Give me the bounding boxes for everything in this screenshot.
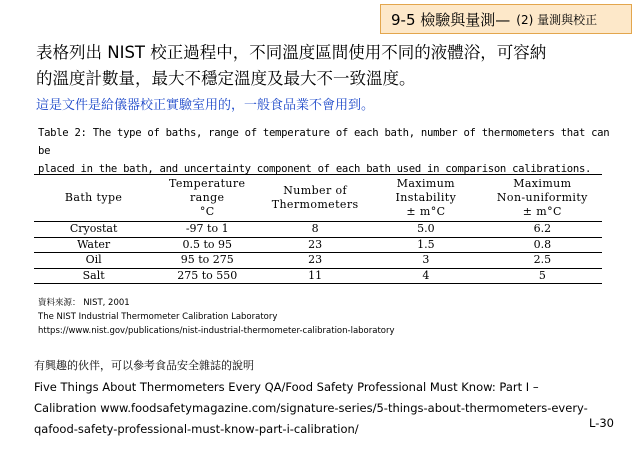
blue-note: 這是文件是給儀器校正實驗室用的，一般食品業不會用到。 — [36, 98, 375, 113]
table-caption — [38, 124, 618, 178]
intro-line: 的溫度計數量，最大不穩定溫度及最大不一致溫度。 — [36, 69, 416, 88]
cell-max-instability: 3 — [369, 253, 483, 269]
cell-max-non-uniformity: 0.8 — [483, 237, 602, 253]
cell-max-non-uniformity: 5 — [483, 268, 602, 284]
source-line: 資料來源： NIST, 2001 — [38, 298, 130, 308]
cell-temperature-range: 95 to 275 — [153, 253, 261, 269]
cell-max-non-uniformity: 2.5 — [483, 253, 602, 269]
section-header — [380, 4, 632, 34]
cell-bath-type: Cryostat — [34, 222, 153, 238]
cell-thermometer-count: 23 — [261, 237, 369, 253]
cell-max-non-uniformity: 6.2 — [483, 222, 602, 238]
table-header-row — [34, 175, 602, 222]
intro-paragraph — [36, 40, 626, 92]
cell-thermometer-count: 8 — [261, 222, 369, 238]
cell-thermometer-count: 23 — [261, 253, 369, 269]
table-row — [34, 253, 602, 269]
source-line: The NIST Industrial Thermometer Calibration Laboratory — [38, 312, 278, 322]
reference-line: Five Things About Thermometers Every QA/Food Safety Professional Must Know: Part I – — [34, 380, 539, 394]
cell-thermometer-count: 11 — [261, 268, 369, 284]
header-max-instability: Maximum Instability ± m°C — [369, 175, 483, 222]
intro-line: 表格列出 NIST 校正過程中，不同溫度區間使用不同的液體浴，可容納 — [36, 43, 547, 62]
header-bath-type: Bath type — [34, 175, 153, 222]
section-title: 9-5 檢驗與量測— — [391, 10, 511, 29]
caption-line: placed in the bath, and uncertainty component of each bath used in comparison calibrations. — [38, 163, 592, 175]
cell-bath-type: Water — [34, 237, 153, 253]
source-url: https://www.nist.gov/publications/nist-industrial-thermometer-calibration-laboratory — [38, 326, 395, 336]
reference-link-line: qafood-safety-professional-must-know-part-i-calibration/ — [34, 422, 359, 436]
cell-max-instability: 4 — [369, 268, 483, 284]
section-subtitle: (2) 量測與校正 — [516, 12, 598, 27]
header-temperature-range: Temperature range °C — [153, 175, 261, 222]
page-number: L-30 — [589, 416, 614, 430]
header-number-of-thermometers: Number of Thermometers — [261, 175, 369, 222]
cell-max-instability: 1.5 — [369, 237, 483, 253]
bath-table — [34, 174, 602, 284]
table-row — [34, 237, 602, 253]
cell-max-instability: 5.0 — [369, 222, 483, 238]
cell-bath-type: Oil — [34, 253, 153, 269]
cell-temperature-range: 275 to 550 — [153, 268, 261, 284]
further-reading — [34, 358, 634, 440]
cell-temperature-range: 0.5 to 95 — [153, 237, 261, 253]
caption-line: Table 2: The type of baths, range of temperature of each bath, number of thermometers that can be — [38, 127, 610, 157]
further-reading-intro: 有興趣的伙伴，可以參考食品安全雜誌的說明 — [34, 359, 254, 372]
table-row — [34, 222, 602, 238]
table-row — [34, 268, 602, 284]
reference-link-line: Calibration www.foodsafetymagazine.com/signature-series/5-things-about-thermometers-every- — [34, 401, 588, 415]
header-max-non-uniformity: Maximum Non-uniformity ± m°C — [483, 175, 602, 222]
cell-bath-type: Salt — [34, 268, 153, 284]
source-citation — [38, 296, 618, 338]
further-reading-reference — [34, 377, 634, 440]
cell-temperature-range: -97 to 1 — [153, 222, 261, 238]
